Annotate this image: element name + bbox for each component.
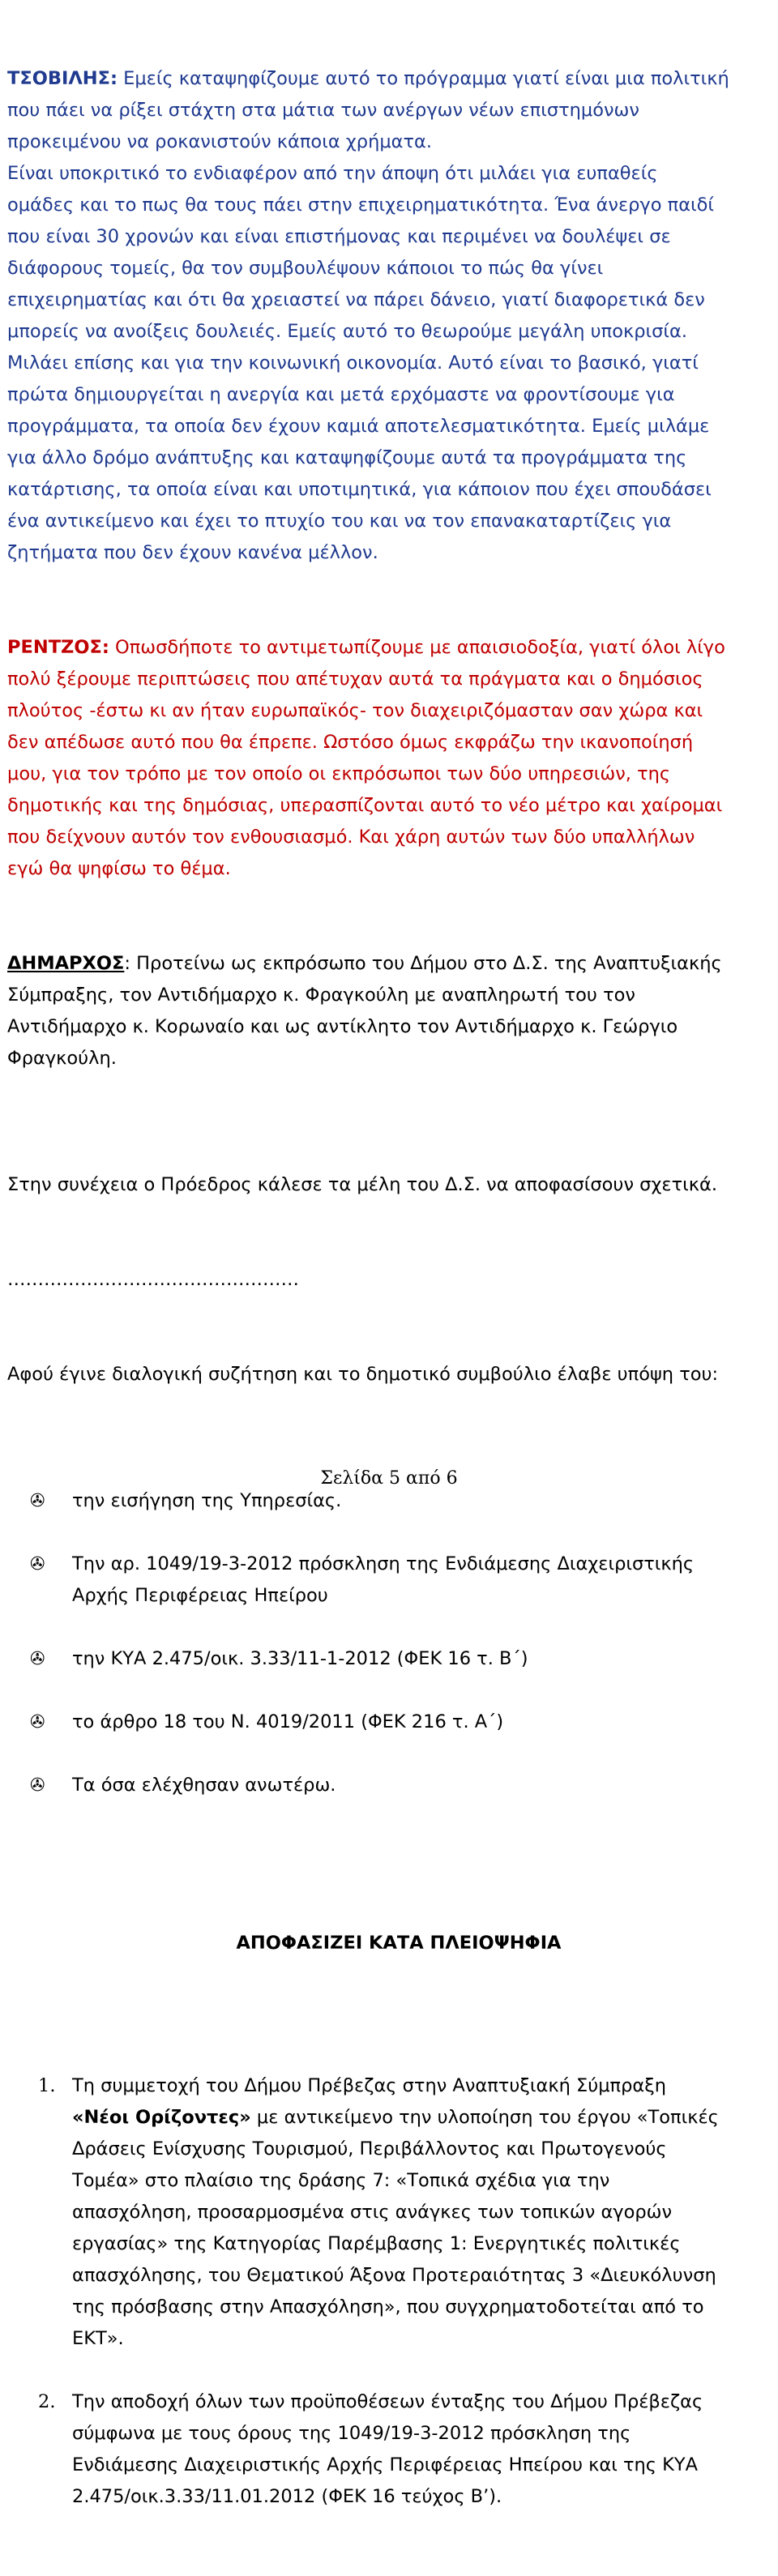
paragraph-rentzos <box>7 632 766 885</box>
item-number: 1. <box>38 2075 56 2096</box>
speaker-name: ΔΗΜΑΡΧΟΣ <box>7 953 125 974</box>
document-body <box>7 0 766 2576</box>
list-item-text: Την αρ. 1049/19-3-2012 πρόσκληση της Ενδιάμεσης Διαχειριστικής Αρχής Περιφέρειας Ηπείρου <box>72 1553 695 1606</box>
decision-text: Τη συμμετοχή του Δήμου Πρέβεζας στην Αναπτυξιακή Σύμπραξη <box>72 2075 667 2096</box>
bullet-icon: ✇ <box>30 1554 45 1574</box>
bullet-list <box>7 1454 766 1833</box>
list-item <box>7 1485 766 1517</box>
list-item <box>7 1770 766 1801</box>
list-item-text: την εισήγηση της Υπηρεσίας. <box>72 1490 342 1511</box>
decision-list <box>7 2039 766 2544</box>
paragraph-mayor <box>7 948 766 1074</box>
paragraph-tsovilis <box>7 63 766 569</box>
speaker-name: ΡΕΝΤΖΟΣ: <box>7 637 109 658</box>
speaker-name: ΤΣΟΒΙΛΗΣ: <box>7 68 118 89</box>
list-item <box>7 1707 766 1738</box>
bullet-icon: ✇ <box>30 1491 45 1511</box>
list-item-text: την ΚΥΑ 2.475/οικ. 3.33/11-1-2012 (ΦΕΚ 16 τ. Β΄) <box>72 1648 528 1669</box>
bullet-icon: ✇ <box>30 1649 45 1669</box>
list-item <box>7 1549 766 1612</box>
item-number: 2. <box>38 2391 56 2412</box>
separator-dots: ………………………………………… <box>7 1269 299 1290</box>
speech-text: Οπωσδήποτε το αντιμετωπίζουμε με απαισιοδοξία, γιατί όλοι λίγο πολύ ξέρουμε περιπτώσεις που απέτυχαν αυτά τα πράγματα και ο δημόσιος πλούτος -έστω κι αν ήταν ευρωπαϊκός- τον διαχειριζόμασταν σαν χώρα και δεν απέδωσε αυτό που θα έπρεπε. Ωστόσο όμως εκφράζω την ικανοποίησή μου, για τον τρόπο με τον οποίο οι εκπρόσωποι των δύο υπηρεσιών, της δημοτικής και της δημόσιας, υπερασπίζονται αυτό το νέο μέτρο και χαίρομαι που δείχνουν αυτόν τον ενθουσιασμό. Και χάρη αυτών των δύο υπαλλήλων εγώ θα ψηφίσω το θέμα. <box>7 637 725 879</box>
decision-text: Την αποδοχή όλων των προϋποθέσεων ένταξης του Δήμου Πρέβεζας σύμφωνα με τους όρους της 1049/19-3-2012 πρόσκληση της Ενδιάμεσης Διαχειριστικής Αρχής Περιφέρειας Ηπείρου και της ΚΥΑ 2.475/οικ.3.33/11.01.2012 (ΦΕΚ 16 τεύχος Β’). <box>72 2391 703 2507</box>
list-item-text: το άρθρο 18 του Ν. 4019/2011 (ΦΕΚ 216 τ. Α΄) <box>72 1711 504 1732</box>
decision-heading: ΑΠΟΦΑΣΙΖΕΙ ΚΑΤΑ ΠΛΕΙΟΨΗΦΙΑ <box>236 1933 562 1954</box>
paragraph-deliberation: Αφού έγινε διαλογική συζήτηση και το δημοτικό συμβούλιο έλαβε υπόψη του: <box>7 1364 719 1385</box>
list-item-text: Τα όσα ελέχθησαν ανωτέρω. <box>72 1775 336 1796</box>
decision-text: με αντικείμενο την υλοποίηση του έργου «Τοπικές Δράσεις Ενίσχυσης Τουρισμού, Περιβάλλοντος και Πρωτογενούς Τομέα» στο πλαίσιο της δράσης 7: «Τοπικά σχέδια για την απασχόληση, προσαρμοσμένα στις ανάγκες των τοπικών αγορών εργασίας» της Κατηγορίας Παρέμβασης 1: Ενεργητικές πολιτικές απασχόλησης, του Θεματικού Άξονα Προτεραιότητας 3 «Διευκόλυνση της πρόσβασης στην Απασχόληση», που συγχρηματοδοτείται από το ΕΚΤ». <box>72 2107 719 2349</box>
list-item <box>7 1643 766 1675</box>
speech-text: : Προτείνω ως εκπρόσωπο του Δήμου στο Δ.Σ. της Αναπτυξιακής Σύμπραξης, τον Αντιδήμαρχο κ. Φραγκούλη με αναπληρωτή του τον Αντιδήμαρχο κ. Κορωναίο και ως αντίκλητο τον Αντιδήμαρχο κ. Γεώργιο Φραγκούλη. <box>7 953 722 1069</box>
paragraph-chair: Στην συνέχεια ο Πρόεδρος κάλεσε τα μέλη του Δ.Σ. να αποφασίσουν σχετικά. <box>7 1174 717 1195</box>
decision-bold-name: «Νέοι Ορίζοντες» <box>72 2107 251 2128</box>
decision-item <box>7 2070 766 2355</box>
bullet-icon: ✇ <box>30 1712 45 1732</box>
page-footer: Σελίδα 5 από 6 <box>320 1468 458 1489</box>
speech-text: Εμείς καταψηφίζουμε αυτό το πρόγραμμα γιατί είναι μια πολιτική που πάει να ρίξει στάχτη στα μάτια των ανέργων νέων επιστημόνων προκειμένου να ροκανιστούν κάποια χρήματα. Είναι υποκριτικό το ενδιαφέρον από την άποψη ότι μιλάει για ευπαθείς ομάδες και το πως θα τους πάει στην επιχειρηματικότητα. Ένα άνεργο παιδί που είναι 30 χρονών και είναι επιστήμονας και περιμένει να δουλέψει σε διάφορους τομείς, θα τον συμβουλέψουν κάποιοι το πώς θα γίνει επιχειρηματίας και ότι θα χρειαστεί να πάρει δάνειο, γιατί διαφορετικά δεν μπορείς να ανοίξεις δουλειές. Εμείς αυτό το θεωρούμε μεγάλη υποκρισία. Μιλάει επίσης και για την κοινωνική οικονομία. Αυτό είναι το βασικό, γιατί πρώτα δημιουργείται η ανεργία και μετά ερχόμαστε να φροντίσουμε για προγράμματα, τα οποία δεν έχουν καμιά αποτελεσματικότητα. Εμείς μιλάμε για άλλο δρόμο ανάπτυξης και καταψηφίζουμε αυτά τα προγράμματα της κατάρτισης, τα οποία είναι και υποτιμητικά, για κάποιον που έχει σπουδάσει ένα αντικείμενο και έχει το πτυχίο του και να τον επανακαταρτίζεις για ζητήματα που δεν έχουν κανένα μέλλον. <box>7 68 729 563</box>
decision-item <box>7 2386 766 2513</box>
bullet-icon: ✇ <box>30 1775 45 1796</box>
